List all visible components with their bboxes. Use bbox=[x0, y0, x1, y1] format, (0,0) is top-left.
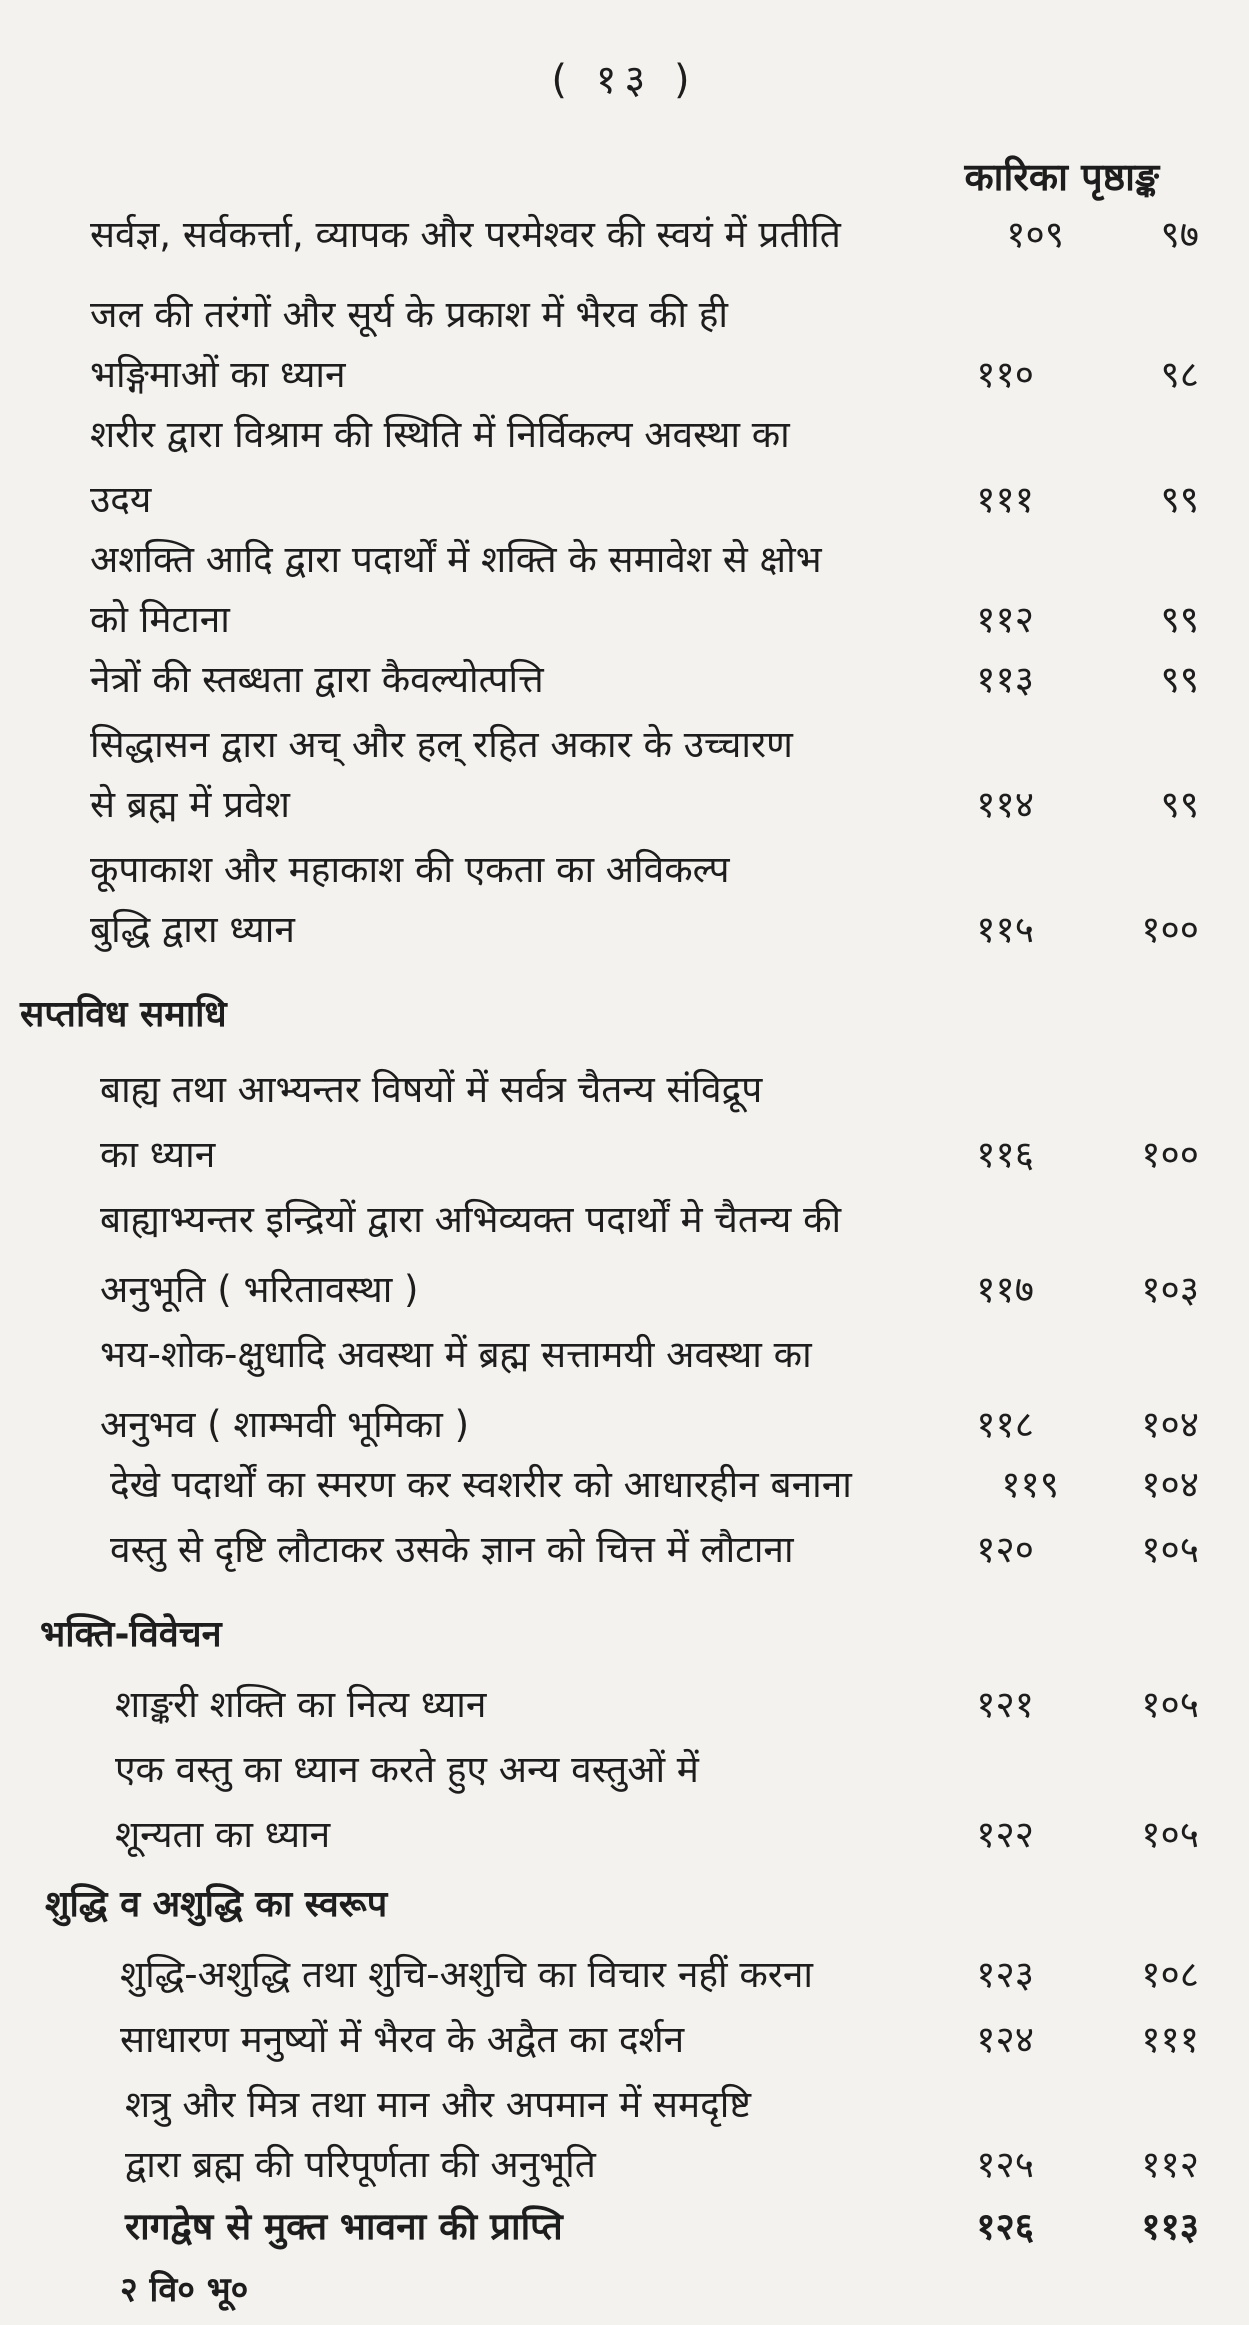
toc-entry-line bbox=[0, 1745, 1249, 1795]
page-ref: १०३ bbox=[1141, 1268, 1199, 1311]
entry-text: कूपाकाश और महाकाश की एकता का अविकल्प bbox=[90, 848, 730, 891]
entry-text: साधारण मनुष्यों में भैरव के अद्वैत का दर्शन bbox=[120, 2018, 685, 2061]
karika-number: १२२ bbox=[976, 1813, 1034, 1856]
entry-text: जल की तरंगों और सूर्य के प्रकाश में भैरव की ही bbox=[90, 293, 728, 336]
karika-number: १२६ bbox=[976, 2205, 1034, 2248]
entry-text: सिद्धासन द्वारा अच् और हल् रहित अकार के उच्चारण bbox=[90, 723, 793, 766]
page-ref: १०५ bbox=[1141, 1813, 1199, 1856]
page-ref: १११ bbox=[1141, 2018, 1199, 2061]
entry-text: बाह्य तथा आभ्यन्तर विषयों में सर्वत्र चैतन्य संविद्रूप bbox=[100, 1068, 763, 1111]
entry-text: शून्यता का ध्यान bbox=[115, 1813, 331, 1856]
toc-entry-line bbox=[0, 1195, 1249, 1245]
toc-entry-line bbox=[0, 410, 1249, 460]
entry-text: भय-शोक-क्षुधादि अवस्था में ब्रह्म सत्तामयी अवस्था का bbox=[100, 1333, 812, 1376]
toc-entry bbox=[0, 2172, 1249, 2248]
section-heading: सप्तविध समाधि bbox=[20, 994, 227, 1035]
page-ref: १०० bbox=[1141, 908, 1199, 951]
entry-text: बाह्याभ्यन्तर इन्द्रियों द्वारा अभिव्यक्त पदार्थों मे चैतन्य की bbox=[100, 1198, 842, 1241]
karika-number: ११९ bbox=[1001, 1463, 1059, 1506]
entry-text: भङ्गिमाओं का ध्यान bbox=[90, 353, 346, 396]
toc-entry-line bbox=[0, 2080, 1249, 2130]
toc-entry bbox=[0, 1680, 1249, 1730]
toc-entry bbox=[0, 595, 1249, 645]
karika-number: १११ bbox=[976, 478, 1034, 521]
page-ref: ९९ bbox=[1160, 478, 1199, 521]
column-header: कारिका पृष्ठाङ्क bbox=[964, 155, 1159, 199]
page-number: ( १३ ) bbox=[551, 57, 698, 103]
toc-entry bbox=[0, 1950, 1249, 2000]
page-ref: ११३ bbox=[1141, 2205, 1199, 2248]
entry-text: देखे पदार्थों का स्मरण कर स्वशरीर को आधारहीन बनाना bbox=[110, 1463, 852, 1506]
entry-text: से ब्रह्म में प्रवेश bbox=[90, 783, 290, 826]
karika-number: १२० bbox=[976, 1528, 1034, 1571]
toc-entry bbox=[0, 1130, 1249, 1180]
toc-entry bbox=[0, 780, 1249, 830]
entry-text: सर्वज्ञ, सर्वकर्त्ता, व्यापक और परमेश्वर की स्वयं में प्रतीति bbox=[90, 213, 841, 256]
page-ref: ९९ bbox=[1160, 598, 1199, 641]
toc-entry bbox=[0, 210, 1249, 260]
karika-number: ११८ bbox=[976, 1403, 1034, 1446]
entry-text: बुद्धि द्वारा ध्यान bbox=[90, 908, 295, 951]
toc-entry-line bbox=[0, 535, 1249, 585]
toc-entry-line bbox=[0, 720, 1249, 770]
entry-text: नेत्रों की स्तब्धता द्वारा कैवल्योत्पत्ति bbox=[90, 658, 544, 701]
karika-number: ११२ bbox=[976, 598, 1034, 641]
page-ref: ९९ bbox=[1160, 783, 1199, 826]
section-heading: शुद्धि व अशुद्धि का स्वरूप bbox=[45, 1884, 388, 1925]
entry-text: शत्रु और मित्र तथा मान और अपमान में समदृष्टि bbox=[125, 2083, 751, 2126]
entry-text: रागद्वेष से मुक्त भावना की प्राप्ति bbox=[125, 2205, 563, 2248]
toc-entry bbox=[0, 1400, 1249, 1450]
printer-signature: २ वि० भू० bbox=[120, 2270, 249, 2310]
toc-entry bbox=[0, 2015, 1249, 2065]
toc-entry bbox=[0, 1810, 1249, 1860]
entry-text: द्वारा ब्रह्म की परिपूर्णता की अनुभूति bbox=[125, 2143, 596, 2186]
toc-entry bbox=[0, 1525, 1249, 1575]
page-ref: १०४ bbox=[1141, 1463, 1199, 1506]
entry-text: उदय bbox=[90, 478, 152, 521]
entry-text: अनुभव ( शाम्भवी भूमिका ) bbox=[100, 1403, 470, 1446]
karika-number: ११५ bbox=[976, 908, 1034, 951]
karika-number: १२१ bbox=[976, 1683, 1034, 1726]
page-ref: १०० bbox=[1141, 1133, 1199, 1176]
toc-entry-line bbox=[0, 290, 1249, 340]
karika-number: ११० bbox=[976, 353, 1034, 396]
toc-entry bbox=[0, 475, 1249, 525]
toc-entry bbox=[0, 1460, 1249, 1510]
toc-entry-line bbox=[0, 845, 1249, 895]
toc-entry-line bbox=[0, 1065, 1249, 1115]
entry-text: को मिटाना bbox=[90, 598, 230, 641]
karika-number: १२४ bbox=[976, 2018, 1034, 2061]
entry-text: शुद्धि-अशुद्धि तथा शुचि-अशुचि का विचार नहीं करना bbox=[120, 1953, 814, 1996]
page-ref: ११२ bbox=[1141, 2143, 1199, 2186]
toc-entry bbox=[0, 350, 1249, 400]
section-heading: भक्ति-विवेचन bbox=[40, 1614, 222, 1655]
karika-number: ११६ bbox=[976, 1133, 1034, 1176]
page-ref: ९८ bbox=[1160, 353, 1199, 396]
entry-text: शाङ्करी शक्ति का नित्य ध्यान bbox=[115, 1683, 487, 1726]
toc-entry bbox=[0, 1265, 1249, 1315]
karika-number: ११७ bbox=[976, 1268, 1034, 1311]
page-ref: ९७ bbox=[1160, 213, 1199, 256]
toc-entry bbox=[0, 655, 1249, 705]
toc-entry bbox=[0, 905, 1249, 955]
page-ref: १०५ bbox=[1141, 1528, 1199, 1571]
entry-text: अनुभूति ( भरितावस्था ) bbox=[100, 1268, 419, 1311]
page-ref: ९९ bbox=[1160, 658, 1199, 701]
karika-number: ११४ bbox=[976, 783, 1034, 826]
karika-number: १२५ bbox=[976, 2143, 1034, 2186]
karika-number: १०९ bbox=[1006, 213, 1064, 256]
entry-text: अशक्ति आदि द्वारा पदार्थों में शक्ति के समावेश से क्षोभ bbox=[90, 538, 822, 581]
entry-text: का ध्यान bbox=[100, 1133, 216, 1176]
page-ref: १०५ bbox=[1141, 1683, 1199, 1726]
page-ref: १०४ bbox=[1141, 1403, 1199, 1446]
entry-text: एक वस्तु का ध्यान करते हुए अन्य वस्तुओं में bbox=[115, 1748, 699, 1791]
entry-text: शरीर द्वारा विश्राम की स्थिति में निर्विकल्प अवस्था का bbox=[90, 413, 790, 456]
entry-text: वस्तु से दृष्टि लौटाकर उसके ज्ञान को चित्त में लौटाना bbox=[110, 1528, 794, 1571]
karika-number: ११३ bbox=[976, 658, 1034, 701]
karika-number: १२३ bbox=[976, 1953, 1034, 1996]
toc-entry-line bbox=[0, 1330, 1249, 1380]
page-ref: १०८ bbox=[1141, 1953, 1199, 1996]
